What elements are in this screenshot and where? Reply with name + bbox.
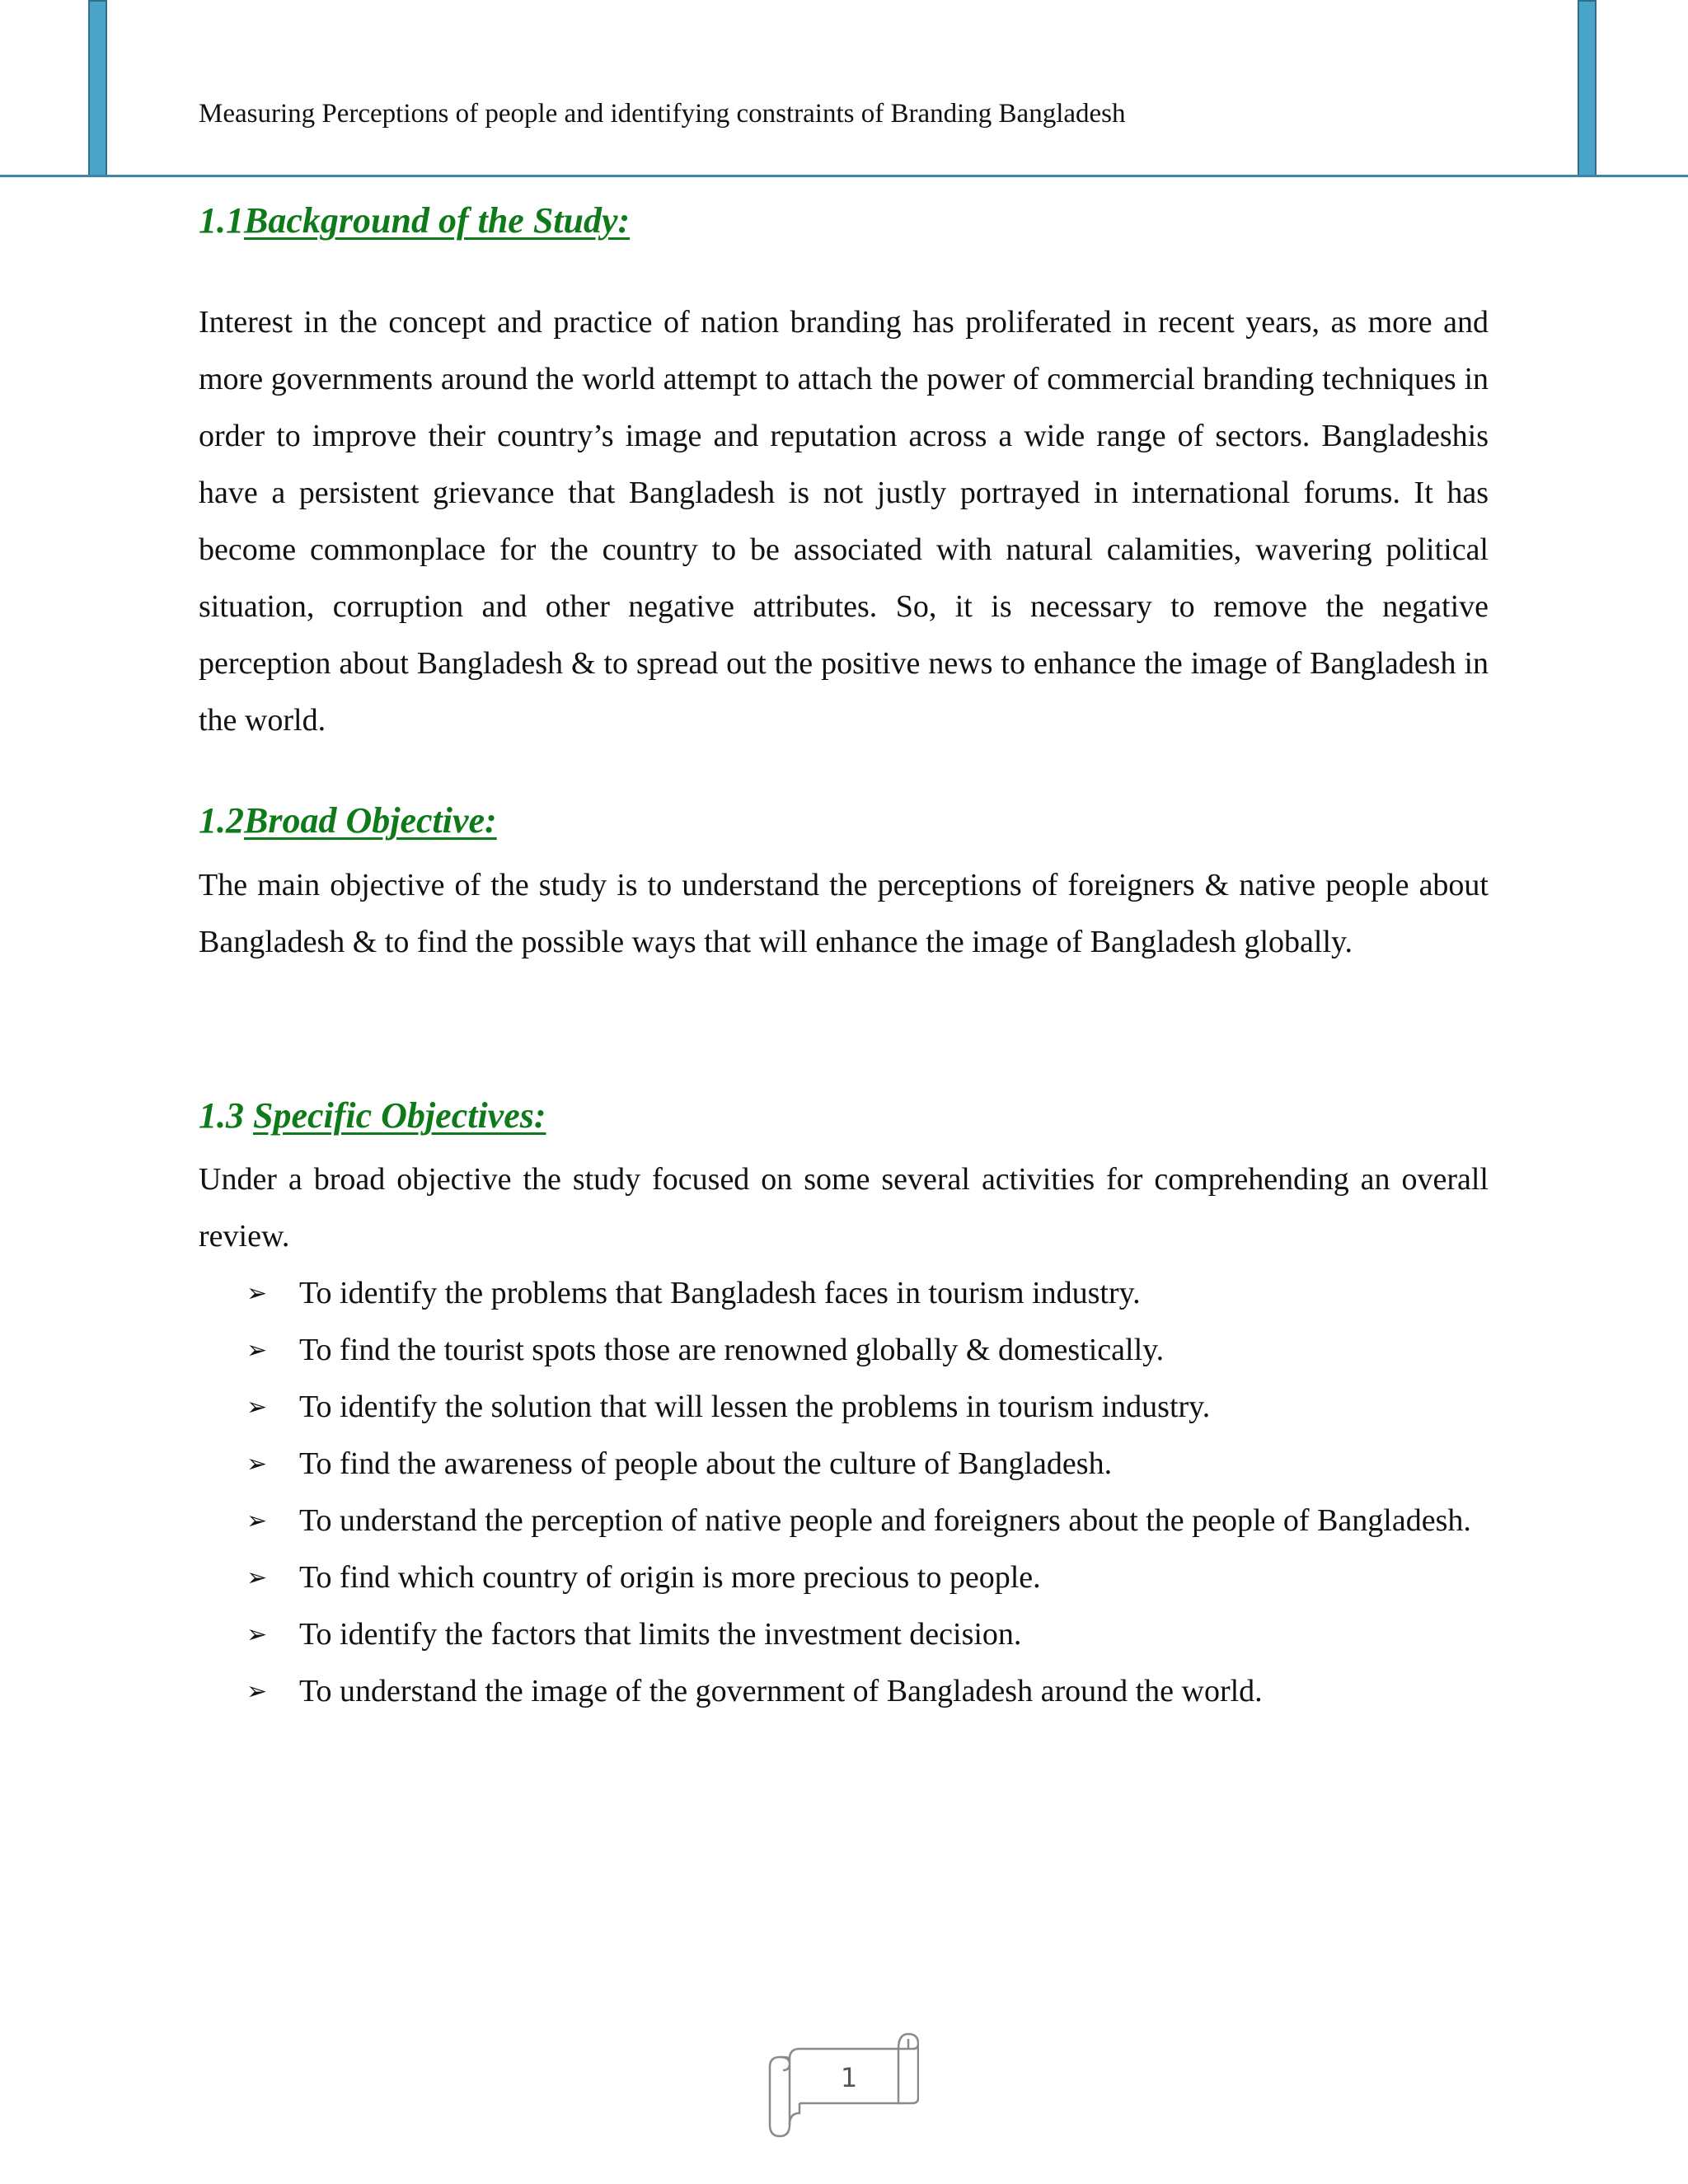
arrow-bullet-icon: ➢ <box>246 1336 268 1365</box>
list-item: ➢ To understand the perception of native people and foreigners about the people of Bangladesh. <box>246 1493 1489 1549</box>
section-number: 1.2 <box>199 800 244 841</box>
specific-objectives-paragraph: Under a broad objective the study focused on some several activities for comprehending an overall review. <box>199 1162 1489 1254</box>
arrow-bullet-icon: ➢ <box>246 1450 268 1479</box>
arrow-bullet-icon: ➢ <box>246 1677 268 1706</box>
background-paragraph: Interest in the concept and practice of nation branding has proliferated in recent years, as more and more governments around the world attempt to attach the power of commercial branding techniques in order to improve their country’s image and reputation across a wide range of sectors. Bangladeshis have a persistent grievance that Bangladesh is not justly portrayed in international forums. It has become commonplace for the country to be associated with natural calamities, wavering political situation, corruption and other negative attributes. So, it is necessary to remove the negative perception about Bangladesh & to spread out the positive news to enhance the image of Bangladesh in the world. <box>199 305 1489 738</box>
section-specific-objectives <box>199 1093 1489 1139</box>
section-heading-specific-objectives <box>199 1093 1489 1139</box>
list-item: ➢ To identify the factors that limits the investment decision. <box>246 1606 1489 1663</box>
header-left-bar <box>88 0 107 177</box>
section-number: 1.1 <box>199 200 244 241</box>
section-title: Broad Objective: <box>244 800 497 841</box>
page-number: 1 <box>840 2062 858 2093</box>
running-header-title: Measuring Perceptions of people and identifying constraints of Branding Bangladesh <box>199 99 1126 129</box>
list-item: ➢ To find which country of origin is more precious to people. <box>246 1549 1489 1606</box>
section-background <box>199 198 1489 244</box>
list-item: ➢ To find the awareness of people about the culture of Bangladesh. <box>246 1436 1489 1493</box>
broad-objective-paragraph-block <box>199 857 1489 971</box>
header-right-bar <box>1578 0 1597 177</box>
section-broad-objective <box>199 798 1489 844</box>
arrow-bullet-icon: ➢ <box>246 1507 268 1535</box>
background-paragraph-block <box>199 294 1489 749</box>
section-title: Specific Objectives: <box>253 1095 546 1136</box>
section-heading-background <box>199 198 1489 244</box>
objectives-list <box>246 1265 1489 1720</box>
list-item: ➢ To identify the solution that will lessen the problems in tourism industry. <box>246 1379 1489 1436</box>
broad-objective-paragraph: The main objective of the study is to understand the perceptions of foreigners & native people about Bangladesh & to find the possible ways that will enhance the image of Bangladesh globally. <box>199 868 1489 959</box>
section-number: 1.3 <box>199 1095 253 1136</box>
header-divider <box>0 175 1688 177</box>
list-item: ➢ To find the tourist spots those are renowned globally & domestically. <box>246 1322 1489 1379</box>
arrow-bullet-icon: ➢ <box>246 1563 268 1592</box>
list-item: ➢ To understand the image of the government of Bangladesh around the world. <box>246 1663 1489 1720</box>
specific-objectives-paragraph-block <box>199 1151 1489 1265</box>
section-title: Background of the Study: <box>244 200 631 241</box>
arrow-bullet-icon: ➢ <box>246 1393 268 1422</box>
list-item: ➢ To identify the problems that Bangladesh faces in tourism industry. <box>246 1265 1489 1322</box>
arrow-bullet-icon: ➢ <box>246 1620 268 1649</box>
arrow-bullet-icon: ➢ <box>246 1279 268 1308</box>
section-heading-broad-objective <box>199 798 1489 844</box>
